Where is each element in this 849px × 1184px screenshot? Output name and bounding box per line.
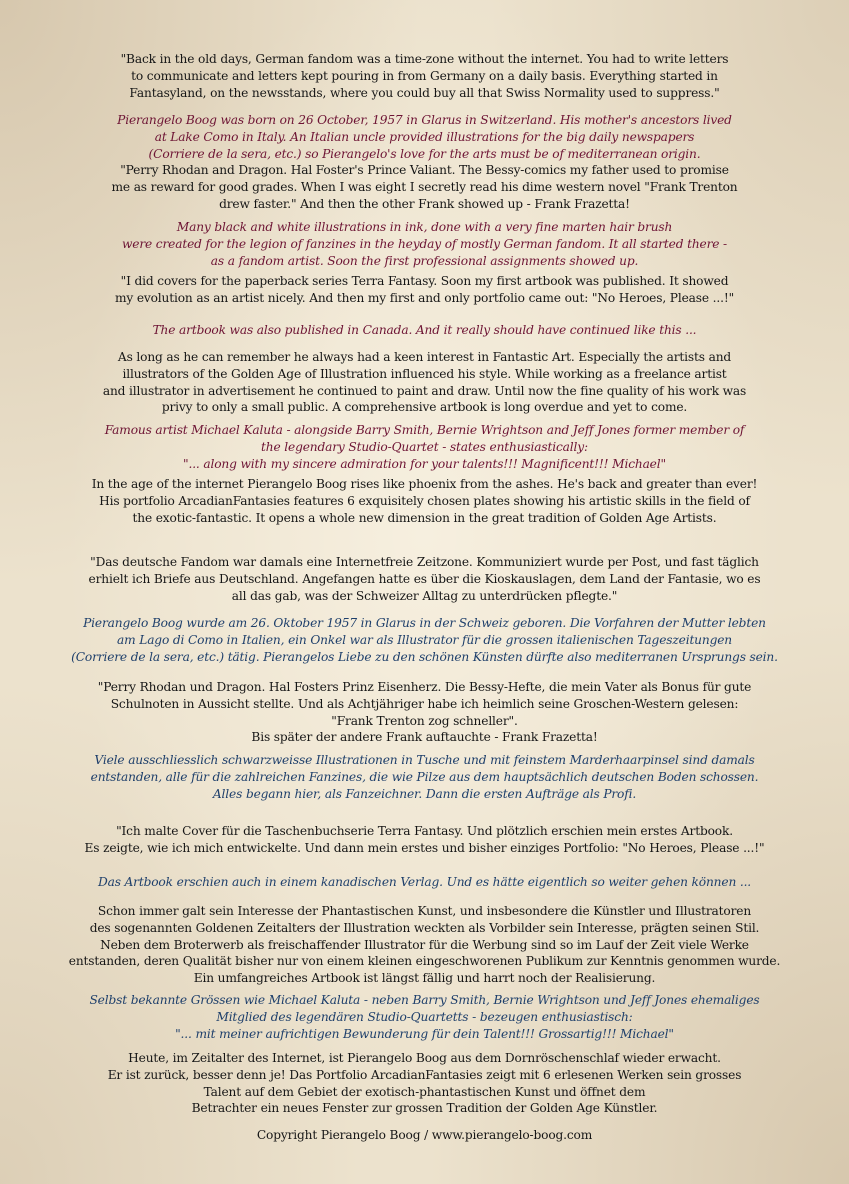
en-quote-childhood: "Perry Rhodan and Dragon. Hal Foster's Prince Valiant. The Bessy-comics my father used to promise me as reward for good grades. When I was eight I secretly read his dime western novel "Frank Trenton drew faster." And then the other Frank showed up - Frank Frazetta!: [111, 163, 738, 211]
copyright-footer: Copyright Pierangelo Boog / www.pierangelo-boog.com: [256, 1128, 593, 1142]
de-bio-fanzines: Viele ausschliesslich schwarzweisse Illustrationen in Tusche und mit feinstem Marderhaarpinsel sind damals entstanden, alle für die zahlreichen Fanzines, die wie Pilze aus dem hauptsächlich deutschen Boden schossen. Alles begann hier, als Fanzeichner. Dann die ersten Aufträge als Profi.: [90, 753, 759, 801]
en-quote-covers: "I did covers for the paperback series Terra Fantasy. Soon my first artbook was published. It showed my evolution as an artist nicely. And then my first and only portfolio came out: "No Heroes, Please ...!": [114, 274, 735, 305]
de-bio-interest: Schon immer galt sein Interesse der Phantastischen Kunst, und insbesondere die Künstler und Illustratoren des sogenannten Goldenen Zeitalters der Illustration weckten als Vorbilder sein Interesse, prägten seinen Stil. Neben dem Broterwerb als freischaffender Illustrator für die Werbung sind so im Lauf der Zeit viele Werke entstanden, deren Qualität bisher nur von einem kleinen eingeschworenen Publikum zur Kenntnis genommen wurde. Ein umfangreiches Artbook ist längst fällig und harrt noch der Realisierung.: [68, 904, 781, 986]
en-bio-interest: As long as he can remember he always had a keen interest in Fantastic Art. Especially the artists and illustrators of the Golden Age of Illustration influenced his style. While working as a freelance artist and illustrator in advertisement he continued to paint and draw. Until now the fine quality of his work was privy to only a small public. A comprehensive artbook is long overdue and yet to come.: [102, 350, 747, 415]
en-bio-portfolio: In the age of the internet Pierangelo Boog rises like phoenix from the ashes. He's back and greater than ever! His portfolio ArcadianFantasies features 6 exquisitely chosen plates showing his artistic skills in the field of the exotic-fantastic. It opens a whole new dimension in the great tradition of Golden Age Artists.: [91, 477, 758, 525]
de-quote-fandom: "Das deutsche Fandom war damals eine Internetfreie Zeitzone. Kommuniziert wurde per Post, und fast täglich erhielt ich Briefe aus Deutschland. Angefangen hatte es über die Kioskauslagen, dem Land der Fantasie, wo es all das gab, was der Schweizer Alltag zu unterdrücken pflegte.": [88, 555, 761, 603]
de-quote-covers: "Ich malte Cover für die Taschenbuchserie Terra Fantasy. Und plötzlich erschien mein erstes Artbook. Es zeigte, wie ich mich entwickelte. Und dann mein erstes und bisher einziges Portfolio: "No Heroes, Please ...!": [84, 824, 765, 855]
de-bio-kaluta: Selbst bekannte Grössen wie Michael Kaluta - neben Barry Smith, Bernie Wrightson und Jeff Jones ehemaliges Mitglied des legendären Studio-Quartetts - bezeugen enthusiastisch: "... mit meiner aufrichtigen Bewunderung für dein Talent!!! Grossartig!!! Michael": [89, 993, 760, 1041]
en-bio-fanzines: Many black and white illustrations in ink, done with a very fine marten hair brush were created for the legion of fanzines in the heyday of mostly German fandom. It all started there - as a fandom artist. Soon the first professional assignments showed up.: [121, 220, 728, 268]
en-quote-fandom: "Back in the old days, German fandom was a time-zone without the internet. You had to write letters to communicate and letters kept pouring in from Germany on a daily basis. Everything started in Fantasyland, on the newsstands, where you could buy all that Swiss Normality used to suppress.": [120, 52, 729, 100]
de-bio-canada: Das Artbook erschien auch in einem kanadischen Verlag. Und es hätte eigentlich so weiter gehen können ...: [97, 875, 752, 889]
de-bio-portfolio: Heute, im Zeitalter des Internet, ist Pierangelo Boog aus dem Dornröschenschlaf wieder erwacht. Er ist zurück, besser denn je! Das Portfolio ArcadianFantasies zeigt mit 6 erlesenen Werken sein grosses Talent auf dem Gebiet der exotisch-phantastischen Kunst und öffnet dem Betrachter ein neues Fenster zur grossen Tradition der Golden Age Künstler.: [107, 1051, 742, 1116]
de-quote-childhood: "Perry Rhodan und Dragon. Hal Fosters Prinz Eisenherz. Die Bessy-Hefte, die mein Vater als Bonus für gute Schulnoten in Aussicht stellte. Und als Achtjähriger habe ich heimlich seine Groschen-Western gelesen: "Frank Trenton zog schneller". Bis später der andere Frank auftauchte - Frank Frazetta!: [97, 680, 752, 745]
en-bio-canada: The artbook was also published in Canada. And it really should have continued like this ...: [152, 323, 697, 337]
de-bio-birth: Pierangelo Boog wurde am 26. Oktober 1957 in Glarus in der Schweiz geboren. Die Vorfahren der Mutter lebten am Lago di Como in Italien, ein Onkel war als Illustrator für die grossen italienischen Tageszeitungen (Corriere de la sera, etc.) tätig. Pierangelos Liebe zu den schönen Künsten dürfte also mediterranen Ursprungs sein.: [71, 616, 778, 664]
en-bio-kaluta: Famous artist Michael Kaluta - alongside Barry Smith, Bernie Wrightson and Jeff Jones former member of the legendary Studio-Quartet - states enthusiastically: "... along with my sincere admiration for your talents!!! Magnificent!!! Michael": [104, 423, 745, 471]
en-bio-birth: Pierangelo Boog was born on 26 October, 1957 in Glarus in Switzerland. His mother's ancestors lived at Lake Como in Italy. An Italian uncle provided illustrations for the big daily newspapers (Corriere de la sera, etc.) so Pierangelo's love for the arts must be of mediterranean origin.: [117, 113, 732, 161]
